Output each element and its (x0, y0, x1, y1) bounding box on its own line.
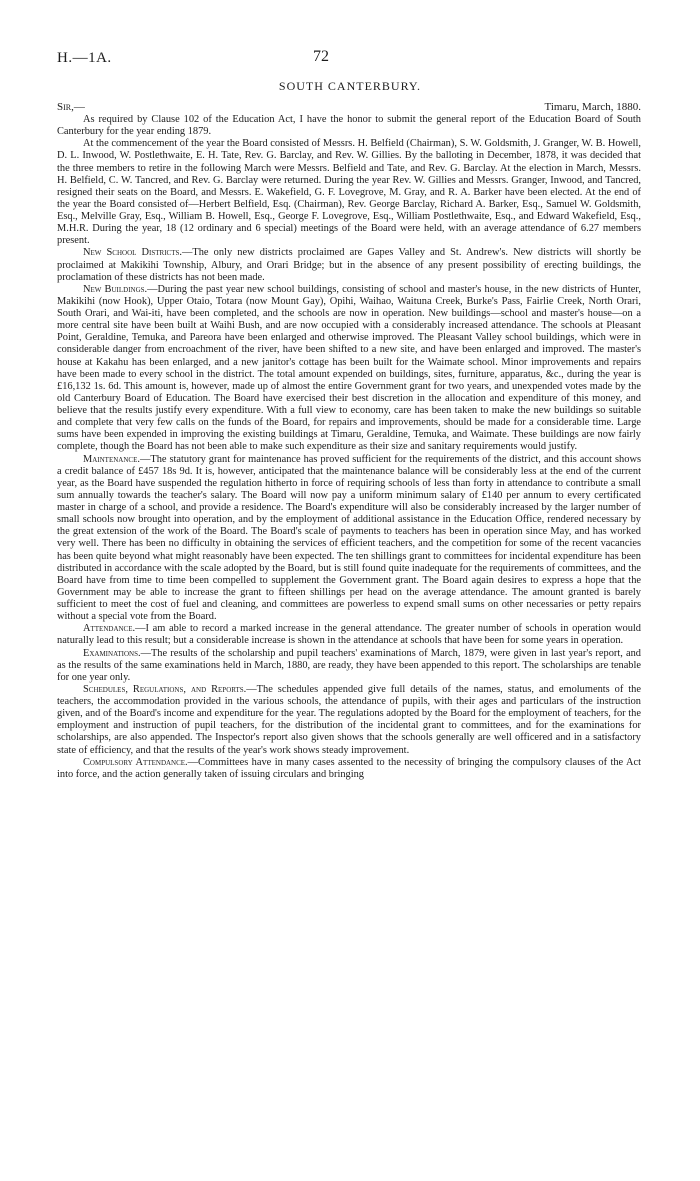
paragraph-heading: Attendance. (83, 623, 136, 635)
paragraph (57, 623, 641, 647)
paragraph-text: —Committees have in many cases assented to the necessity of bringing the compulsory clauses of the Act into force, and the action generally taken of issuing circulars and bringing (57, 756, 641, 780)
salutation: Sir,— (57, 101, 85, 113)
paragraph-text: —The statutory grant for maintenance has proved sufficient for the requirements of the district, and this account shows a credit balance of £457 18s 9d. It is, however, anticipated that the maintenance balance will be considerably less at the end of the current year, as the Board have suspended the regulation hitherto in force of requiring schools of less than forty in attendance to contribute a small sum annually towards the teacher's salary. The Board will now pay a uniform minimum salary of £140 per annum to every certificated master in charge of a school, and provide a residence. The Board's expenditure will also be considerably increased by the larger number of small schools now brought into operation, and by the employment of additional assistance in the Education Office, rendered necessary by the great extension of the work of the Board. The Board's scale of payments to teachers has been in operation since May, and has worked very well. There has been no difficulty in obtaining the services of efficient teachers, and the competition for some of the recent vacancies has been quite beyond what might reasonably have been expected. The ten shillings grant to committees for incidental expenditure has been distributed in accordance with the scale adopted by the Board, but is still found quite inadequate for the requirements of committees, and the Board have from time to time been compelled to supplement the Government grant. The Board again desires to express a hope that the Government may be able to increase the grant to fifteen shillings per head on the average attendance. The amount granted is barely sufficient to meet the cost of fuel and cleaning, and committees are powerless to expend small sums on other necessaries or petty repairs without a special vote from the Board. (57, 453, 642, 623)
paragraph-text: At the commencement of the year the Board consisted of Messrs. H. Belfield (Chairman), S. W. Goldsmith, J. Granger, W. B. Howell, D. L. Inwood, W. Postlethwaite, E. H. Tate, Rev. G. Barclay, and Rev. W. Gillies. By the balloting in December, 1878, it was decided that the three members to retire in the following March were Messrs. Belfield and Tate, and Rev. G. Barclay. At the election in March, Messrs. H. Belfield, C. W. Tancred, and Rev. G. Barclay were returned. During the year Rev. W. Gillies and Messrs. Granger, Inwood, and Tancred, resigned their seats on the Board, and Messrs. E. Wakefield, G. F. Lovegrove, M. Gray, and R. A. Barker have been elected. At the end of the year the Board consisted of—Herbert Belfield, Esq. (Chairman), Rev. George Barclay, Richard A. Barker, Esq., Samuel W. Goldsmith, Esq., Melville Gray, Esq., William B. Howell, Esq., George F. Lovegrove, Esq., William Postlethwaite, Esq., and Edward Wakefield, Esq., M.H.R. During the year, 18 (12 ordinary and 6 special) meetings of the Board were held, with an average attendance of 6.27 members present. (57, 138, 641, 247)
paragraph (57, 648, 641, 684)
paragraph (57, 247, 641, 283)
paragraph-text: —During the past year new school buildings, consisting of school and master's house, in the new districts of Hunter, Makikihi (now Hook), Upper Otaio, Totara (now Mount Gay), Opihi, Waihao, Waituna Creek, Burke's Pass, Fairlie Creek, North Orari, South Orari, and Wai-iti, have been completed, and the schools are now in operation. New buildings—school and master's house—on a more central site have been built at Waihi Bush, and are now occupied with a considerably increased attendance. The schools at Pleasant Point, Geraldine, Temuka, and Pareora have been enlarged and otherwise improved. The Pleasant Valley school buildings, which were in considerable danger from encroachment of the river, have been shifted to a new site, and have been enlarged and improved. The master's house at Kakahu has been enlarged, and a new janitor's cottage has been built for the Waimate school. Minor improvements and repairs have been made to every school in the district. The total amount expended on buildings, sites, furniture, apparatus, &c., during the year is £16,132 1s. 6d. This amount is, however, made up of almost the entire Government grant for two years, and unexpended votes made by the old Canterbury Board of Education. The Board have exercised their best discretion in the allocation and expenditure of this money, and believe that the results justify every expenditure. With a full view to economy, care has been taken to make the new buildings so suitable and complete that very few calls on the funds of the Board, for repairs and improvements, should be made for a considerable time. Large sums have been expended in improving the existing buildings at Timaru, Geraldine, Temuka, and Waimate. These buildings are now fairly complete, though the Board has not been able to make such expenditure as their size and sanitary requirements would justify. (57, 283, 641, 453)
page-reference: H.—1A. (57, 50, 112, 66)
paragraph (57, 454, 641, 624)
paragraph-text: —The results of the scholarship and pupil teachers' examinations of March, 1879, were given in last year's report, and as the results of the same examinations held in March, 1880, are ready, they have been appended to this report. The scholarships are tenable for one year only. (57, 647, 641, 683)
paragraph-heading: New School Districts. (83, 247, 182, 259)
paragraph-heading: Maintenance. (83, 453, 140, 465)
paragraph-heading: New Buildings. (83, 283, 148, 295)
paragraph (57, 284, 641, 454)
paragraph (57, 757, 641, 781)
report-body (57, 114, 641, 781)
paragraph (57, 114, 641, 138)
paragraph-text: As required by Clause 102 of the Education Act, I have the honor to submit the general report of the Education Board of South Canterbury for the year ending 1879. (57, 114, 641, 138)
paragraph-text: —The schedules appended give full details of the names, status, and emoluments of the teachers, the accommodation provided in the various schools, the attendance of pupils, with their ages and particulars of the instruction given, and of the Board's income and expenditure for the year. The regulations adopted by the Board for the employment of teachers, for the employment and instruction of pupil teachers, for the distribution of the incidental grant to committees, and for the examinations for scholarships, are also appended. The Inspector's report also given shows that the schools generally are well officered and in a satisfactory state of efficiency, and that the results of the year's work shows steady improvement. (57, 683, 641, 756)
paragraph (57, 684, 641, 757)
section-title: SOUTH CANTERBURY. (278, 79, 422, 93)
place-date: Timaru, March, 1880. (544, 101, 641, 113)
page-number: 72 (313, 48, 329, 65)
paragraph-heading: Schedules, Regulations, and Reports. (83, 683, 247, 695)
paragraph-heading: Compulsory Attendance. (83, 756, 188, 768)
paragraph (57, 138, 641, 247)
paragraph-text: —The only new districts proclaimed are Gapes Valley and St. Andrew's. New districts will shortly be proclaimed at Makikihi Township, Albury, and Orari Bridge; but in the absence of any present possibility of erecting buildings, the proclamation of these districts has not been made. (57, 247, 641, 283)
paragraph-heading: Examinations. (83, 647, 141, 659)
paragraph-text: —I am able to record a marked increase in the general attendance. The greater number of schools in operation would naturally lead to this result; but a considerable increase is shown in the attendance at schools that have been for some years in operation. (57, 623, 641, 647)
